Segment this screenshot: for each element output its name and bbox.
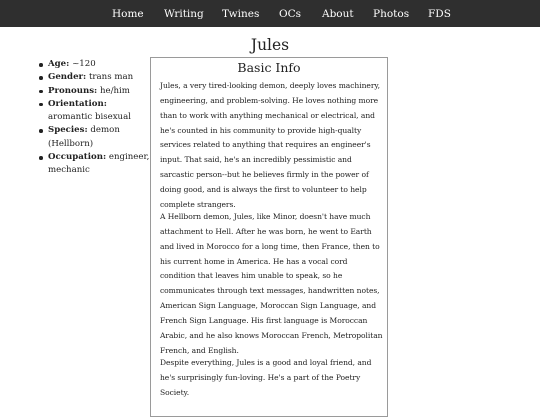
fact-value: aromantic bisexual — [48, 112, 131, 123]
fact-label: Age: — [48, 59, 70, 69]
fact-label: Pronouns: — [48, 85, 98, 96]
info-paragraph: A Hellborn demon, Jules, like Minor, doesn't have much attachment to Hell. After he was born, he went to Earth and lived in Morocco for a long time, then France, then to his current home in America. He has a vocal cord condition that leaves him unable to speak, so he communicates through text messages, handwritten notes, American Sign Language, Moroccan Sign Language, and French Sign Language. His first language is Moroccan Arabic, and he also knows Moroccan French, Metropolitan French, and English. — [160, 212, 383, 355]
fact-label: Gender: — [48, 72, 87, 83]
nav-link-writing[interactable]: Writing — [164, 8, 204, 20]
basic-info-box — [150, 57, 388, 417]
nav-link-ocs[interactable]: OCs — [279, 8, 302, 20]
fact-value: he/him — [99, 85, 130, 96]
fact-value: engineer, mechanic — [48, 152, 150, 176]
fact-label: Species: — [48, 125, 88, 136]
fact-pronouns — [48, 85, 150, 98]
character-facts-list — [36, 58, 150, 178]
fact-orientation — [48, 98, 150, 125]
fact-age — [48, 58, 150, 71]
fact-label: Orientation: — [48, 98, 107, 109]
top-nav-bar — [0, 0, 540, 27]
fact-value: trans man — [88, 72, 134, 83]
info-paragraph: Despite everything, Jules is a good and loyal friend, and he's surprisingly fun-loving. He's a part of the Poetry Society. — [160, 358, 372, 397]
fact-label: Occupation: — [48, 152, 107, 163]
nav-link-home[interactable]: Home — [112, 8, 144, 20]
fact-value: demon (Hellborn) — [48, 125, 120, 149]
fact-occupation — [48, 151, 150, 178]
nav-link-about[interactable]: About — [322, 8, 354, 20]
basic-info-title: Basic Info — [237, 60, 301, 75]
nav-link-twines[interactable]: Twines — [222, 8, 260, 20]
fact-gender — [48, 71, 150, 84]
nav-link-fds[interactable]: FDS — [428, 8, 451, 20]
info-paragraph: Jules, a very tired-looking demon, deeply loves machinery, engineering, and problem-solving. He loves nothing more than to work with anything mechanical or electrical, and he's counted in his community to provide high-qualty services related to anything that requires an engineer's input. That said, he's an incredibly pessimistic and sarcastic person--but he believes firmly in the power of doing good, and is always the first to volunteer to help complete strangers. — [160, 81, 380, 209]
fact-value: ~120 — [72, 59, 96, 69]
page-title: Jules — [250, 36, 290, 54]
nav-link-photos[interactable]: Photos — [373, 8, 410, 20]
fact-species — [48, 124, 150, 151]
